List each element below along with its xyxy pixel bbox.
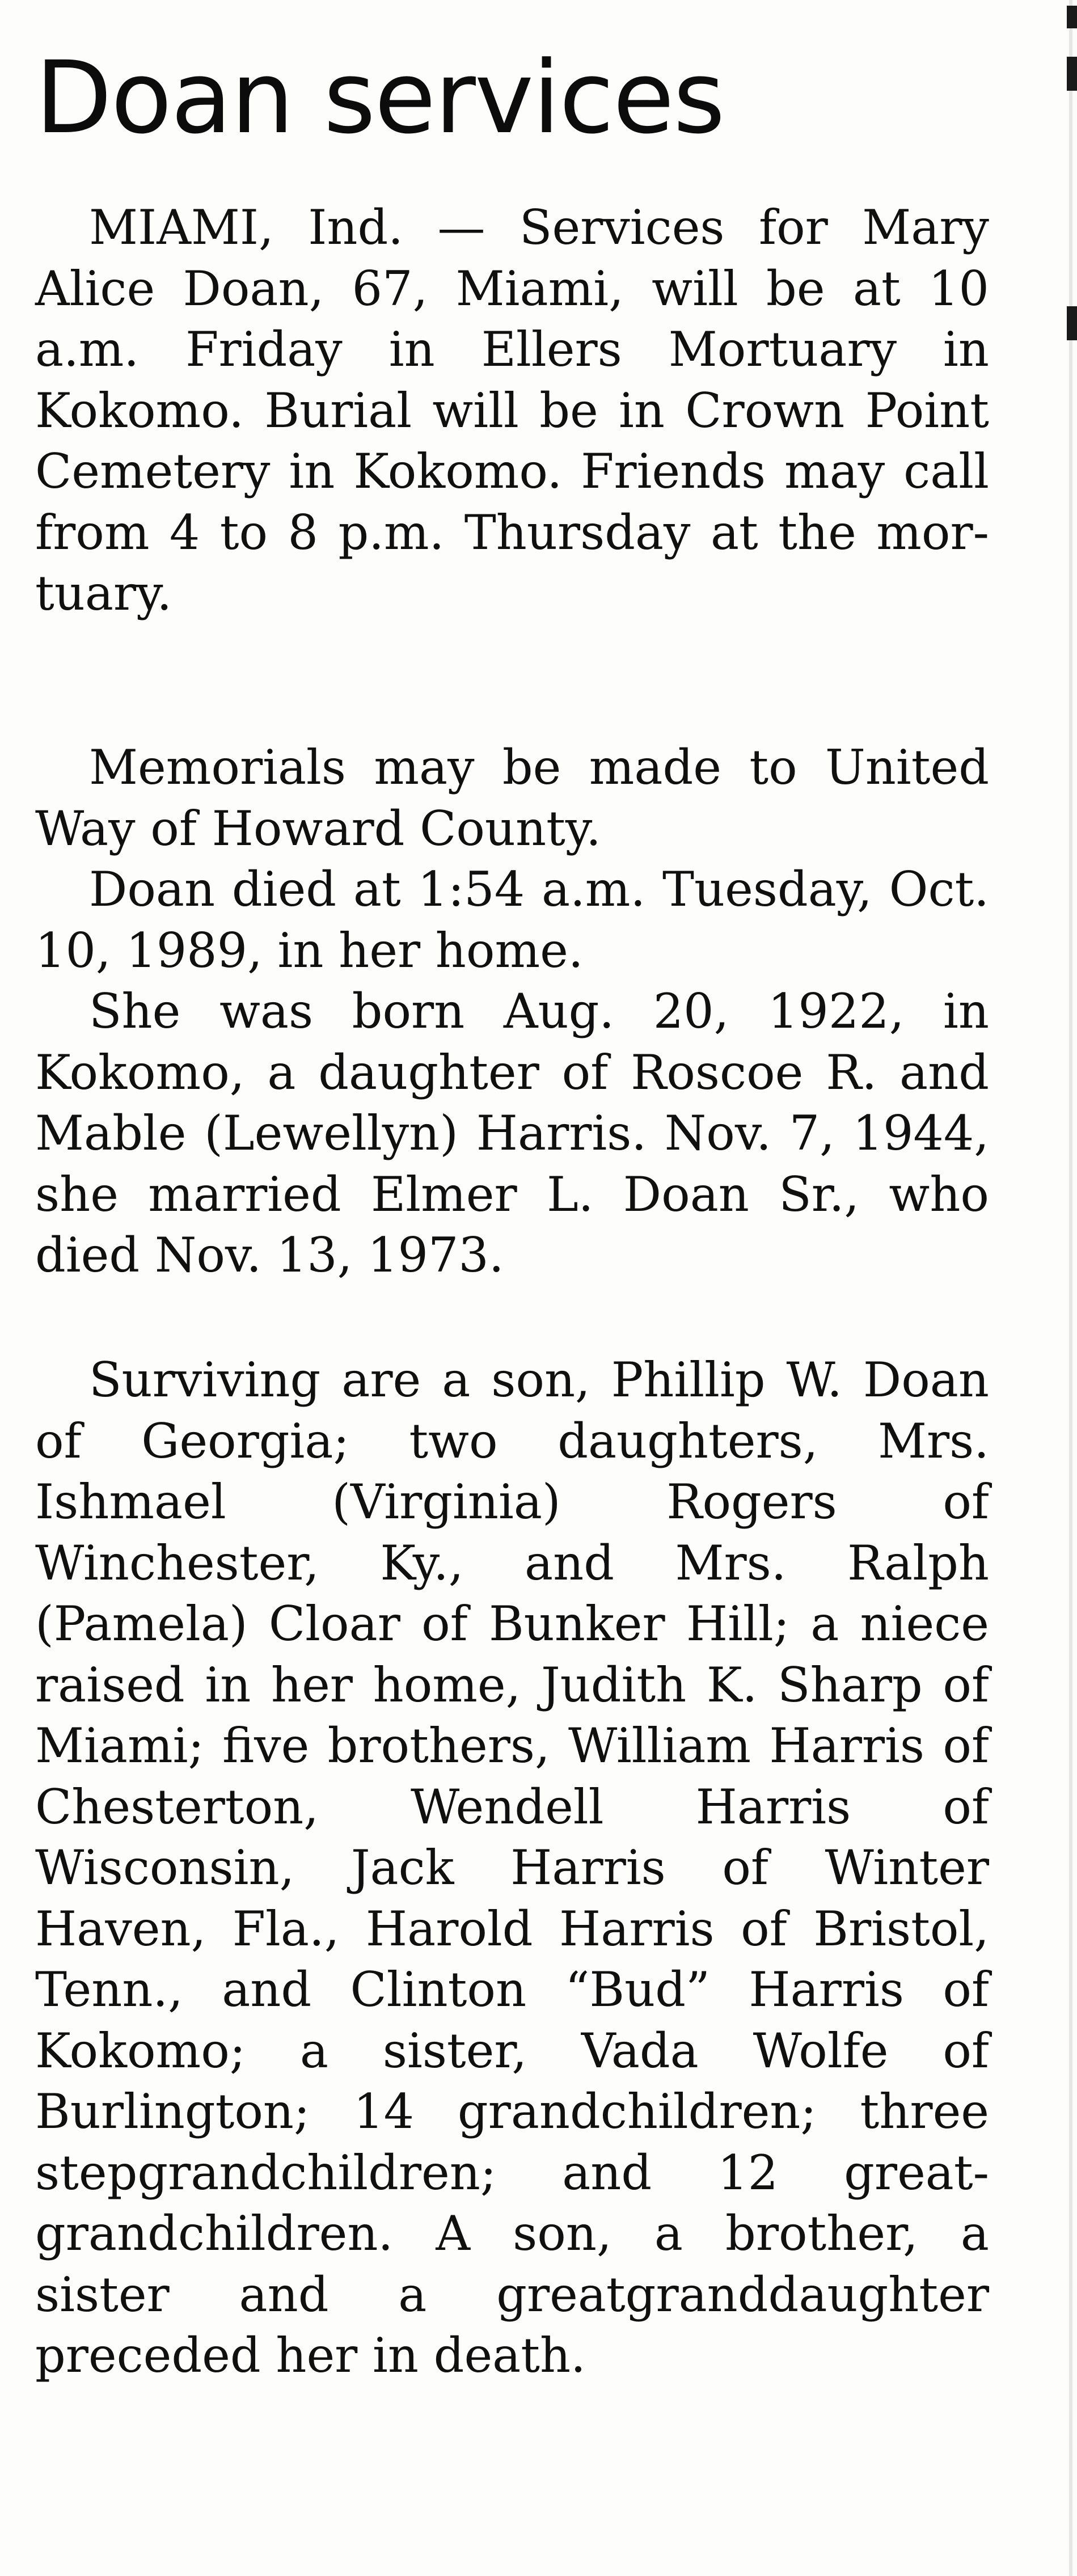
article-paragraph: Doan died at 1:54 a.m. Tuesday, Oct. 10, 1989, in her home. bbox=[35, 862, 989, 978]
adjacent-column-fragment bbox=[1067, 6, 1077, 28]
article-block-3 bbox=[35, 1350, 989, 2387]
article-paragraph: She was born Aug. 20, 1922, in Kokomo, a daughter of Roscoe R. and Mable (Lewellyn) Harris. Nov. 7, 1944, she married Elmer L. Doan Sr., who died Nov. 13, 1973. bbox=[35, 983, 989, 1283]
article-paragraph: Surviving are a son, Phillip W. Doan of Georgia; two daughters, Mrs. Ishmael (Virginia) Rogers of Winchester, Ky., and Mrs. Ralph (Pamela) Cloar of Bunker Hill; a niece raised in her home, Judith K. Sharp of Miami; five brothers, William Harris of Chesterton, Wendell Harris of Wisconsin, Jack Harris of Winter Haven, Fla., Harold Harris of Bristol, Tenn., and Clinton “Bud” Harris of Kokomo; a sister, Vada Wolfe of Burlington; 14 grandchildren; three stepgrandchildren; and 12 great-grandchildren. A son, a brother, a sister and a greatgranddaughter preceded her in death. bbox=[35, 1352, 989, 2383]
article-paragraph: Memorials may be made to United Way of Howard County. bbox=[35, 740, 989, 856]
adjacent-column-fragment bbox=[1067, 57, 1077, 91]
column-gutter bbox=[1069, 0, 1072, 2576]
headline: Doan services bbox=[35, 40, 724, 156]
adjacent-column-fragment bbox=[1067, 306, 1077, 340]
article-block-2 bbox=[35, 737, 989, 1286]
article-paragraph: MIAMI, Ind. — Services for Mary Alice Doan, 67, Miami, will be at 10 a.m. Friday in Ellers Mortuary in Kokomo. Burial will be in Crown Point Cemetery in Kokomo. Friends may call from 4 to 8 p.m. Thursday at the mortuary. bbox=[35, 200, 989, 621]
article-block-1 bbox=[35, 197, 989, 624]
